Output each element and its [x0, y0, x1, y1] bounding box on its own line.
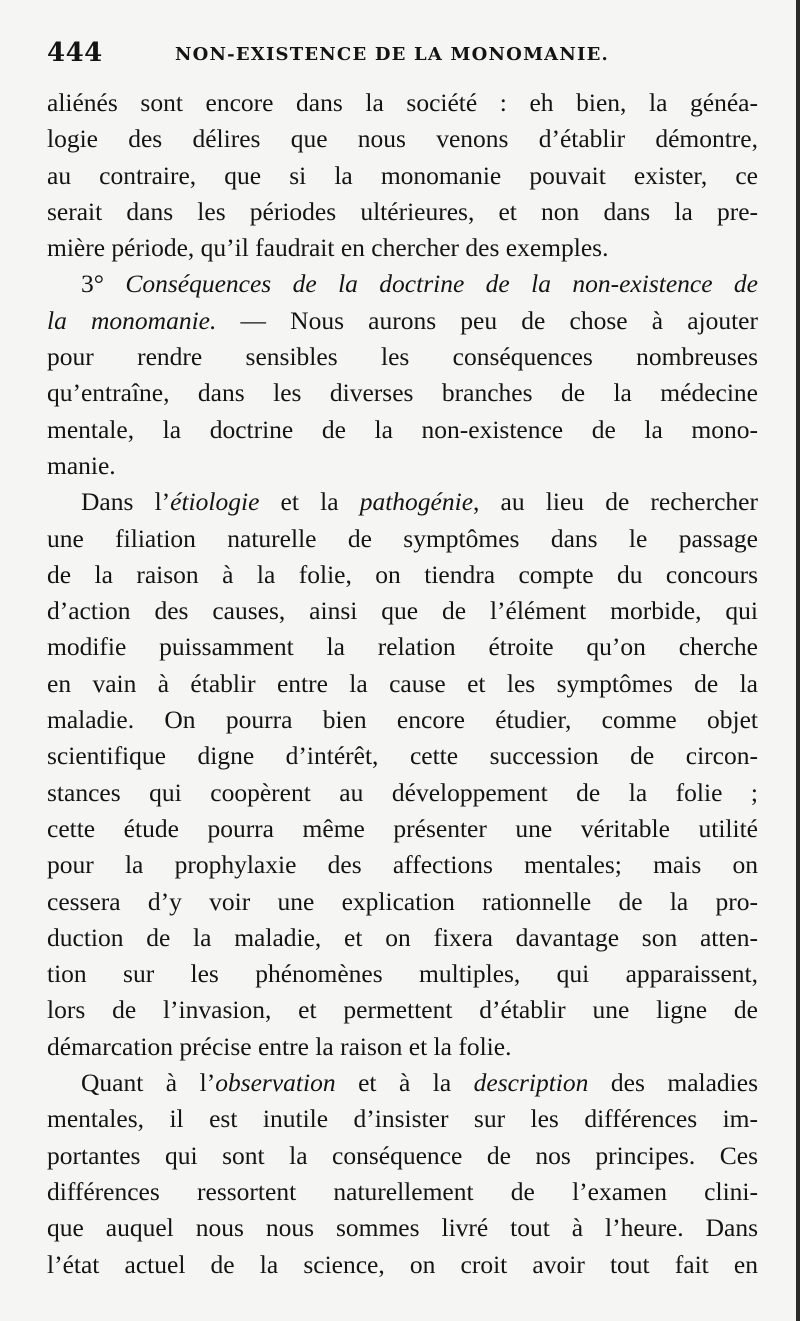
- text-span: Dans l’: [81, 487, 171, 517]
- page-header: [47, 38, 747, 78]
- text-line: [47, 484, 758, 520]
- text-line: modifie puissamment la relation étroite qu’on cherche: [47, 632, 758, 662]
- italic-text: pathogénie: [359, 487, 474, 517]
- text-line: tion sur les phénomènes multiples, qui apparaissent,: [47, 959, 758, 989]
- italic-text: étiologie: [170, 487, 260, 517]
- text-span: Quant à l’: [81, 1068, 216, 1098]
- italic-text: observation: [215, 1068, 336, 1098]
- running-head: NON-EXISTENCE DE LA MONOMANIE.: [175, 44, 610, 65]
- text-line: mentales, il est inutile d’insister sur les différences im-: [47, 1104, 758, 1134]
- text-line: logie des délires que nous venons d’établir démontre,: [47, 124, 758, 154]
- text-line: aliénés sont encore dans la société : eh bien, la généa-: [47, 88, 758, 117]
- text-line: [47, 266, 758, 302]
- text-line: mière période, qu’il faudrait en chercher des exemples.: [47, 233, 609, 263]
- text-line: une filiation naturelle de symptômes dans le passage: [47, 523, 758, 553]
- text-line: au contraire, que si la monomanie pouvait exister, ce: [47, 160, 758, 190]
- text-line: différences ressortent naturellement de l’examen clini-: [47, 1176, 758, 1206]
- text-span: , au lieu de rechercher: [473, 487, 758, 517]
- text-line: de la raison à la folie, on tiendra compte du concours: [47, 559, 758, 589]
- text-line: qu’entraîne, dans les diverses branches de la médecine: [47, 378, 758, 408]
- text-span: — Nous aurons peu de chose à ajouter: [216, 305, 758, 335]
- italic-text: description: [473, 1068, 589, 1098]
- text-line: [47, 1065, 758, 1101]
- text-line: en vain à établir entre la cause et les symptômes de la: [47, 668, 758, 698]
- text-line: maladie. On pourra bien encore étudier, comme objet: [47, 705, 758, 735]
- text-span: et à la: [335, 1068, 474, 1098]
- text-line: scientifique digne d’intérêt, cette succession de circon-: [47, 741, 758, 771]
- text-line: lors de l’invasion, et permettent d’établir une ligne de: [47, 995, 758, 1025]
- text-line: cette étude pourra même présenter une véritable utilité: [47, 813, 758, 843]
- text-line: mentale, la doctrine de la non-existence de la mono-: [47, 414, 758, 444]
- text-line: l’état actuel de la science, on croit avoir tout fait en: [47, 1249, 758, 1279]
- text-line: serait dans les périodes ultérieures, et non dans la pre-: [47, 196, 758, 226]
- text-line: pour rendre sensibles les conséquences nombreuses: [47, 342, 758, 372]
- text-line: stances qui coopèrent au développement de la folie ;: [47, 777, 758, 807]
- text-line: que auquel nous nous sommes livré tout à l’heure. Dans: [47, 1213, 758, 1243]
- text-span: 3°: [81, 269, 126, 299]
- italic-text: Conséquences de la doctrine de la non-existence de: [125, 269, 758, 299]
- text-line: démarcation précise entre la raison et la folie.: [47, 1031, 512, 1061]
- text-line: [47, 303, 758, 339]
- italic-text: la monomanie.: [47, 305, 217, 335]
- text-line: duction de la maladie, et on fixera davantage son atten-: [47, 922, 758, 952]
- body-text: [47, 85, 758, 1283]
- text-line: d’action des causes, ainsi que de l’élément morbide, qui: [47, 596, 758, 626]
- text-span: et la: [259, 487, 360, 517]
- text-line: portantes qui sont la conséquence de nos principes. Ces: [47, 1140, 758, 1170]
- text-line: cessera d’y voir une explication rationnelle de la pro-: [47, 886, 758, 916]
- text-span: des maladies: [588, 1068, 758, 1098]
- page-number: 444: [47, 38, 103, 68]
- text-line: manie.: [47, 450, 116, 480]
- text-line: pour la prophylaxie des affections mentales; mais on: [47, 850, 758, 880]
